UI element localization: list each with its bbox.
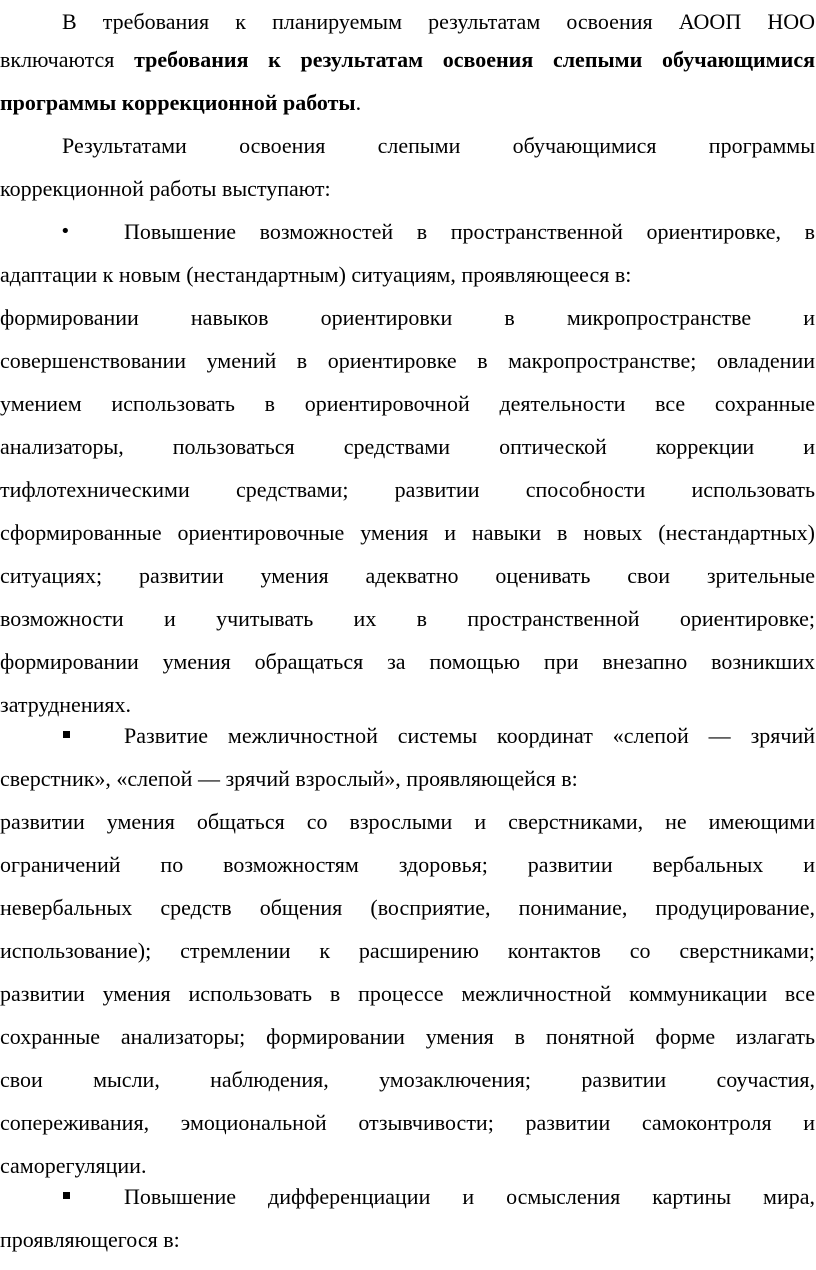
- item1-head-line-1: Повышение возможностей в пространственной ориентировке, в: [124, 219, 815, 244]
- results-line-2: коррекционной работы выступают:: [0, 176, 331, 201]
- item1-body-line: затруднениях.: [0, 692, 131, 717]
- item2-body-line: свои мысли, наблюдения, умозаключения; развитии соучастия,: [0, 1067, 815, 1092]
- intro-line-1: В требования к планируемым результатам освоения АООП НОО: [62, 9, 815, 34]
- item1-body-line: тифлотехническими средствами; развитии способности использовать: [0, 477, 815, 502]
- intro-line-3-end: .: [355, 90, 362, 115]
- item2-body-line: саморегуляции.: [0, 1153, 147, 1178]
- item1-body-line: анализаторы, пользоваться средствами оптической коррекции и: [0, 434, 815, 459]
- item2-head-line-1: Развитие межличностной системы координат «слепой — зрячий: [124, 723, 815, 748]
- bullet-square-icon: [63, 731, 70, 738]
- item1-head-line-2: адаптации к новым (нестандартным) ситуациям, проявляющееся в:: [0, 262, 632, 287]
- intro-line-2: [0, 38, 815, 81]
- item2-body-line: сохранные анализаторы; формировании умения в понятной форме излагать: [0, 1024, 815, 1049]
- item2-head-line-2: сверстник», «слепой — зрячий взрослый», проявляющейся в:: [0, 766, 578, 791]
- item2-body-line: сопереживания, эмоциональной отзывчивости; развитии самоконтроля и: [0, 1110, 815, 1135]
- intro-line-3-bold: программы коррекционной работы: [0, 90, 356, 115]
- intro-line-3: [0, 81, 815, 124]
- item2-body-line: использование); стремлении к расширению контактов со сверстниками;: [0, 938, 815, 963]
- item2-body-line: развитии умения использовать в процессе межличностной коммуникации все: [0, 981, 815, 1006]
- intro-line-2-bold: требования к результатам освоения слепыми обучающимися: [134, 47, 815, 72]
- item3-head-line-1: Повышение дифференциации и осмысления картины мира,: [124, 1184, 815, 1209]
- item2-body-line: ограничений по возможностям здоровья; развитии вербальных и: [0, 852, 815, 877]
- intro-line-2-plain: включаются: [0, 47, 135, 72]
- item1-body-line: формировании навыков ориентировки в микропространстве и: [0, 305, 815, 330]
- results-line-1: Результатами освоения слепыми обучающимися программы: [62, 133, 815, 158]
- item1-body-line: совершенствовании умений в ориентировке в макропространстве; овладении: [0, 348, 815, 373]
- item1-body-line: формировании умения обращаться за помощью при внезапно возникших: [0, 649, 815, 674]
- bullet-square-icon: [63, 1192, 70, 1199]
- item1-body-line: сформированные ориентировочные умения и навыки в новых (нестандартных): [0, 520, 815, 545]
- bullet-dot-icon: •: [60, 221, 71, 242]
- item1-body-line: ситуациях; развитии умения адекватно оценивать свои зрительные: [0, 563, 815, 588]
- item3-head-line-2: проявляющегося в:: [0, 1227, 180, 1252]
- item1-body-line: умением использовать в ориентировочной деятельности все сохранные: [0, 391, 815, 416]
- item2-body-line: невербальных средств общения (восприятие, понимание, продуцирование,: [0, 895, 815, 920]
- item2-body-line: развитии умения общаться со взрослыми и сверстниками, не имеющими: [0, 809, 815, 834]
- item1-body-line: возможности и учитывать их в пространственной ориентировке;: [0, 606, 815, 631]
